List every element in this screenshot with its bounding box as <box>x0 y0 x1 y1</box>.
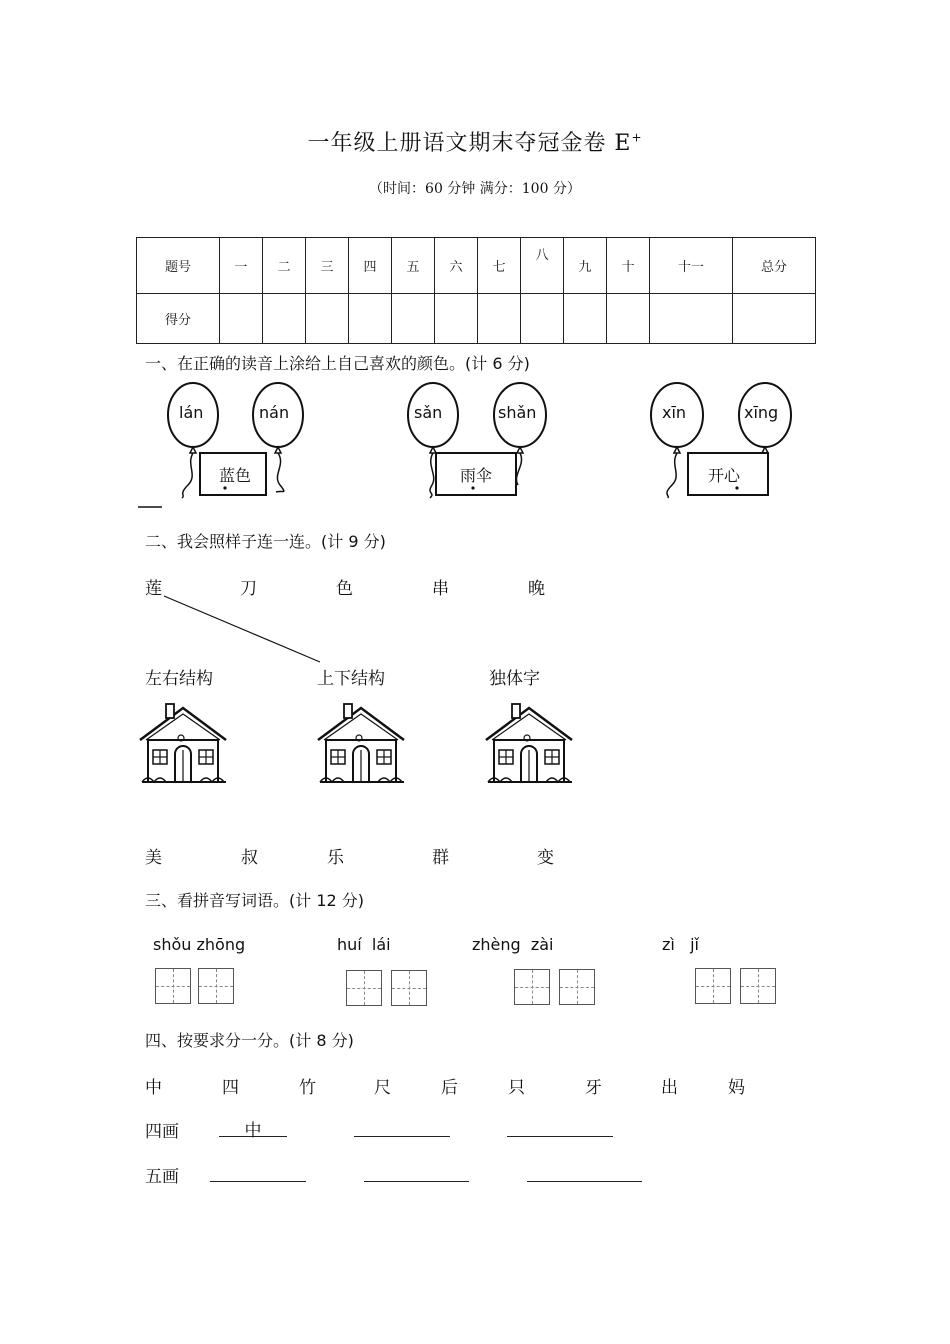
pinyin-word: zì jǐ <box>662 935 699 954</box>
table-cell: 总分 <box>733 238 816 294</box>
balloon-illustrations <box>130 380 830 510</box>
score-cell[interactable] <box>733 294 816 344</box>
sort-char: 牙 <box>585 1078 602 1098</box>
match-char-top[interactable]: 晚 <box>528 579 545 599</box>
house-icon <box>318 704 404 782</box>
table-cell: 十 <box>607 238 650 294</box>
exam-info: （时间：60 分钟 满分：100 分） <box>369 181 581 197</box>
pinyin-word: shǒu zhōng <box>153 935 246 954</box>
score-table <box>136 237 816 344</box>
table-cell: 二 <box>262 238 305 294</box>
table-cell: 六 <box>435 238 478 294</box>
sort-char: 妈 <box>728 1078 745 1098</box>
pinyin-option[interactable]: sǎn <box>414 403 443 422</box>
match-char-bottom[interactable]: 乐 <box>327 848 344 868</box>
pinyin-word: huí lái <box>337 935 391 954</box>
table-cell: 得分 <box>137 294 220 344</box>
writing-grid[interactable] <box>740 968 776 1004</box>
answer-blank[interactable] <box>354 1116 450 1137</box>
section-2-heading: 二、我会照样子连一连。(计 9 分) <box>145 532 386 551</box>
balloon-word: 雨伞 <box>460 466 493 485</box>
table-cell: 七 <box>478 238 521 294</box>
score-cell[interactable] <box>650 294 733 344</box>
score-cell[interactable] <box>607 294 650 344</box>
match-char-bottom[interactable]: 群 <box>432 848 449 868</box>
pinyin-word: zhèng zài <box>472 935 554 954</box>
match-char-top[interactable]: 刀 <box>240 579 257 599</box>
writing-grid[interactable] <box>514 969 550 1005</box>
writing-grid[interactable] <box>695 968 731 1004</box>
balloon-word: 开心 <box>708 466 741 485</box>
table-cell: 十一 <box>650 238 733 294</box>
structure-label: 上下结构 <box>317 669 385 689</box>
pinyin-option[interactable]: xīng <box>744 403 779 422</box>
match-char-top[interactable]: 色 <box>336 579 353 599</box>
sort-char: 尺 <box>374 1078 391 1098</box>
structure-label: 左右结构 <box>145 669 213 689</box>
sort-char: 四 <box>222 1078 239 1098</box>
pinyin-option[interactable]: lán <box>179 403 204 422</box>
writing-grid[interactable] <box>346 970 382 1006</box>
table-cell: 一 <box>219 238 262 294</box>
score-cell[interactable] <box>564 294 607 344</box>
structure-label: 独体字 <box>489 669 540 689</box>
table-cell: 五 <box>391 238 434 294</box>
table-cell: 题号 <box>137 238 220 294</box>
section-1-heading: 一、在正确的读音上涂给上自己喜欢的颜色。(计 6 分) <box>145 354 530 373</box>
score-cell[interactable] <box>521 294 564 344</box>
answer-blank[interactable] <box>507 1116 613 1137</box>
score-cell[interactable] <box>348 294 391 344</box>
match-char-bottom[interactable]: 美 <box>145 848 162 868</box>
answer-blank[interactable] <box>210 1161 306 1182</box>
score-cell[interactable] <box>262 294 305 344</box>
pinyin-option[interactable]: nán <box>259 403 290 422</box>
match-char-top[interactable]: 莲 <box>145 579 162 599</box>
table-cell: 三 <box>305 238 348 294</box>
answer-blank[interactable]: 中 <box>219 1116 287 1137</box>
table-cell: 九 <box>564 238 607 294</box>
section-4-heading: 四、按要求分一分。(计 8 分) <box>145 1031 354 1050</box>
house-icon <box>140 704 226 782</box>
sort-char: 竹 <box>299 1078 316 1098</box>
section-3-heading: 三、看拼音写词语。(计 12 分) <box>145 891 365 910</box>
sort-char: 中 <box>145 1078 162 1098</box>
house-illustrations <box>136 698 576 788</box>
table-cell: 八 <box>521 238 564 294</box>
stroke-count-label: 四画 <box>145 1122 179 1142</box>
sort-char: 出 <box>661 1078 678 1098</box>
score-cell[interactable] <box>478 294 521 344</box>
pinyin-option[interactable]: xīn <box>662 403 687 422</box>
example-connection-line <box>160 590 330 670</box>
sort-char: 后 <box>441 1078 458 1098</box>
house-icon <box>486 704 572 782</box>
writing-grid[interactable] <box>155 968 191 1004</box>
match-char-top[interactable]: 串 <box>432 579 449 599</box>
page-title: 一年级上册语文期末夺冠金卷 E+ <box>307 130 643 156</box>
writing-grid[interactable] <box>391 970 427 1006</box>
balloon-word: 蓝色 <box>219 466 252 485</box>
score-table-header-row <box>137 238 816 294</box>
writing-grid[interactable] <box>559 969 595 1005</box>
answer-blank[interactable] <box>527 1161 642 1182</box>
stroke-count-label: 五画 <box>145 1167 179 1187</box>
table-cell: 四 <box>348 238 391 294</box>
score-table-score-row <box>137 294 816 344</box>
score-cell[interactable] <box>391 294 434 344</box>
answer-blank[interactable] <box>364 1161 469 1182</box>
match-char-bottom[interactable]: 变 <box>537 848 554 868</box>
score-cell[interactable] <box>305 294 348 344</box>
score-cell[interactable] <box>219 294 262 344</box>
match-char-bottom[interactable]: 叔 <box>241 848 258 868</box>
writing-grid[interactable] <box>198 968 234 1004</box>
sort-char: 只 <box>508 1078 525 1098</box>
score-cell[interactable] <box>435 294 478 344</box>
pinyin-option[interactable]: shǎn <box>498 403 537 422</box>
